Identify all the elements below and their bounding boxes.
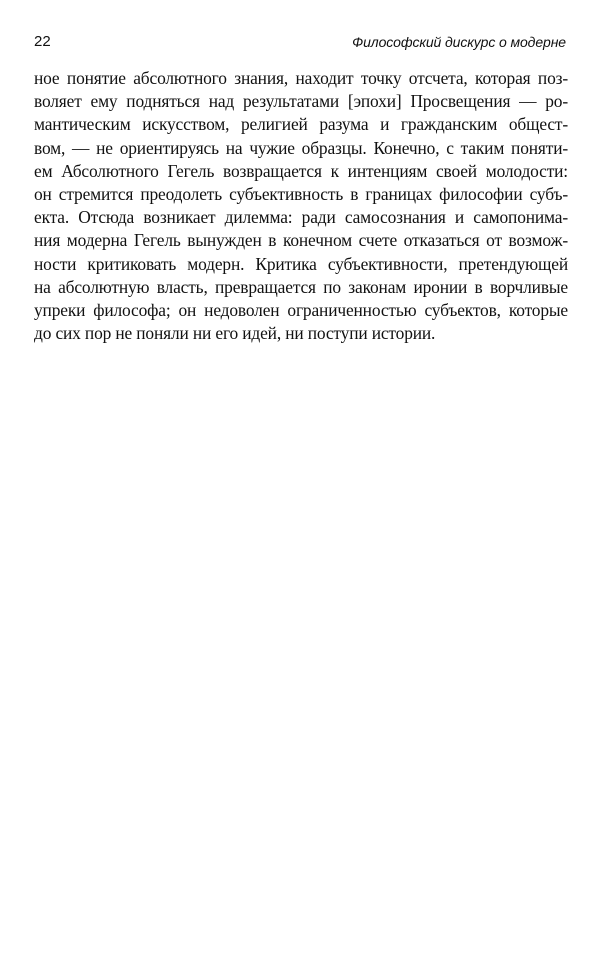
text-line: вом, — не ориентируясь на чужие образцы. Конечно, с таким поняти- — [34, 137, 568, 158]
text-line: упреки философа; он недоволен ограниченностью субъектов, которые — [34, 299, 568, 320]
text-line: воляет ему подняться над результатами [эпохи] Просвещения — ро- — [34, 91, 568, 112]
running-head — [34, 32, 566, 52]
text-line: ем Абсолютного Гегель возвращается к интенциям своей молодости: — [34, 160, 568, 181]
text-line: мантическим искусством, религией разума и гражданским общест- — [34, 114, 568, 135]
text-line: он стремится преодолеть субъективность в границах философии субъ- — [34, 183, 568, 204]
text-line: ности критиковать модерн. Критика субъективности, претендующей — [34, 253, 568, 274]
text-line: екта. Отсюда возникает дилемма: ради самосознания и самопонима- — [34, 207, 568, 228]
running-title: Философский дискурс о модерне — [352, 34, 566, 50]
text-line: ное понятие абсолютного знания, находит точку отсчета, которая поз- — [34, 68, 568, 88]
page-number: 22 — [34, 33, 51, 50]
text-line: ния модерна Гегель вынужден в конечном счете отказаться от возмож- — [34, 230, 568, 251]
text-line-last: до сих пор не поняли ни его идей, ни поступи истории. — [34, 323, 436, 344]
text-line: на абсолютную власть, превращается по законам иронии в ворчливые — [34, 276, 568, 297]
body-paragraph — [34, 67, 568, 345]
